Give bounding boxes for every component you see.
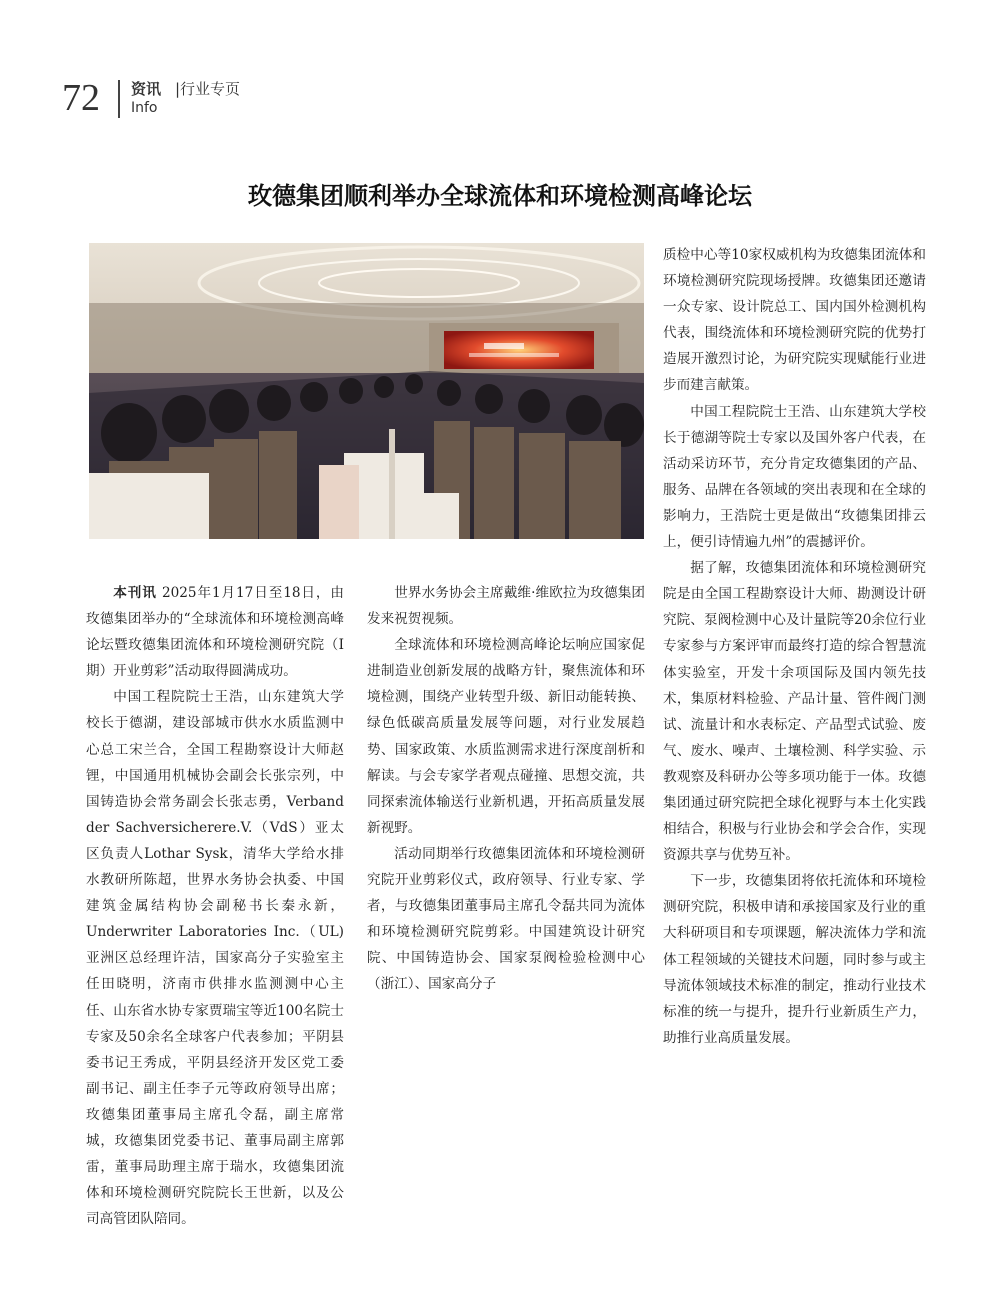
lead-label: 本刊讯 — [113, 585, 157, 601]
page-number: 72 — [62, 77, 100, 119]
section-label-cn: 资讯 — [131, 80, 162, 98]
paragraph-5: 活动同期举行玫德集团流体和环境检测研究院开业剪彩仪式，政府领导、行业专家、学者，与玫德集团董事局主席孔令磊共同为流体和环境检测研究院剪彩。中国建筑设计研究院、中国铸造协会、国家泵阀检验检测中心（浙江）、国家高分子 — [367, 845, 645, 993]
paragraph-8: 下一步，玫德集团将依托流体和环境检测研究院，积极申请和承接国家及行业的重大科研项目和专项课题，解决流体力学和流体工程领域的关键技术问题，同时参与或主导流体领域技术标准的制定，推动行业技术标准的统一与提升，提升行业新质生产力，助推行业高质量发展。 — [663, 873, 926, 1046]
paragraph-4: 全球流体和环境检测高峰论坛响应国家促进制造业创新发展的战略方针，聚焦流体和环境检测，围绕产业转型升级、新旧动能转换、绿色低碳高质量发展等问题，对行业发展趋势、国家政策、水质监测需求进行深度剖析和解读。与会专家学者观点碰撞、思想交流，共同探索流体输送行业新机遇，开拓高质量发展新视野。 — [367, 637, 645, 836]
section-label-en: Info — [131, 100, 158, 116]
paragraph-1: 本刊讯 2025年1月17日至18日，由玫德集团举办的“全球流体和环境检测高峰论坛暨玫德集团流体和环境检测研究院（Ⅰ期）开业剪彩”活动取得圆满成功。 — [86, 585, 345, 680]
article-title: 玫德集团顺利举办全球流体和环境检测高峰论坛 — [248, 182, 752, 211]
text-column-1 — [86, 580, 344, 1232]
paragraph-2: 中国工程院院士王浩，山东建筑大学校长于德湖，建设部城市供水水质监测中心总工宋兰合，全国工程勘察设计大师赵锂，中国通用机械协会副会长张宗列，中国铸造协会常务副会长张志勇，Verband der Sachversicherere.V.（VdS）亚太区负责人Lothar Sysk，清华大学给水排水教研所陈超，世界水务协会执委、中国建筑金属结构协会副秘书长秦永新，Underwriter Laboratories Inc.（UL)亚洲区总经理许洁，国家高分子实验室主任田晓明，济南市供排水监测测中心主任、山东省水协专家贾瑞宝等近100名院士专家及50余名全球客户代表参加；平阴县委书记王秀成，平阴县经济开发区党工委副书记、副主任李子元等政府领导出席；玫德集团董事局主席孔令磊，副主席常城，玫德集团党委书记、董事局副主席郭雷，董事局助理主席于瑞水，玫德集团流体和环境检测研究院院长王世新，以及公司高管团队陪同。 — [86, 689, 344, 1228]
conference-photo — [89, 243, 644, 539]
header-divider — [118, 80, 120, 118]
paragraph-6: 中国工程院院士王浩、山东建筑大学校长于德湖等院士专家以及国外客户代表，在活动采访环节，充分肯定玫德集团的产品、服务、品牌在各领域的突出表现和在全球的影响力，王浩院士更是做出“玫德集团排云上，便引诗情遍九州”的震撼评价。 — [663, 403, 926, 551]
text-column-3 — [663, 242, 926, 1051]
paragraph-3: 世界水务协会主席戴维·维欧拉为玫德集团发来祝贺视频。 — [367, 585, 645, 628]
paragraph-7: 据了解，玫德集团流体和环境检测研究院是由全国工程勘察设计大师、勘测设计研究院、泵阀检测中心及计量院等20余位行业专家参与方案评审而最终打造的综合智慧流体实验室，开发十余项国际及国内领先技术，集原材料检验、产品计量、管件阀门测试、流量计和水表标定、产品型式试验、废气、废水、噪声、土壤检测、科学实验、示教观察及科研办公等多项功能于一体。玫德集团通过研究院把全球化视野与本土化实践相结合，积极与行业协会和学会合作，实现资源共享与优势互补。 — [663, 560, 926, 864]
text-column-2 — [367, 580, 645, 998]
paragraph-5-continued: 质检中心等10家权威机构为玫德集团流体和环境检测研究院现场授牌。玫德集团还邀请一众专家、设计院总工、国内国外检测机构代表，围绕流体和环境检测研究院的优势打造展开激烈讨论，为研究院实现赋能行业进步而建言献策。 — [663, 247, 926, 394]
column-name: |行业专页 — [175, 80, 241, 98]
